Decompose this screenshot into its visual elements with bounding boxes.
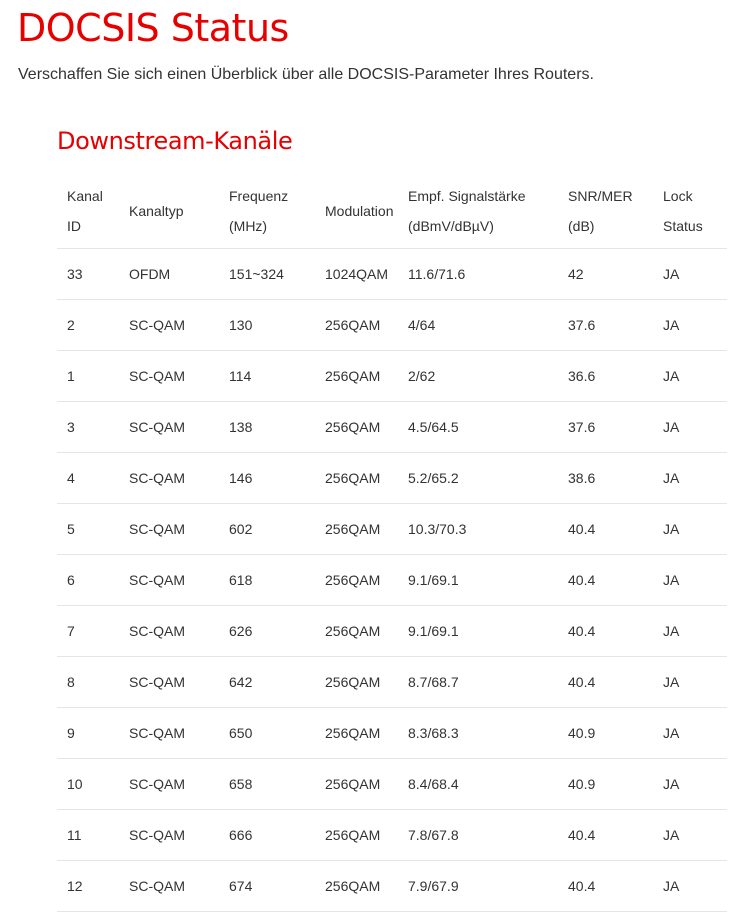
column-header-line: SNR/MER <box>568 187 633 204</box>
cell-kanaltyp: SC-QAM <box>119 606 219 657</box>
cell-modulation: 256QAM <box>315 453 398 504</box>
cell-modulation: 256QAM <box>315 300 398 351</box>
cell-frequenz: 642 <box>219 657 315 708</box>
cell-modulation: 256QAM <box>315 504 398 555</box>
cell-lock-status: JA <box>653 861 727 912</box>
cell-frequenz: 650 <box>219 708 315 759</box>
cell-lock-status: JA <box>653 249 727 300</box>
cell-frequenz: 130 <box>219 300 315 351</box>
cell-kanal-id: 9 <box>57 708 119 759</box>
table-row <box>57 504 727 555</box>
cell-snr-mer: 37.6 <box>558 300 653 351</box>
cell-signalstaerke: 7.8/67.8 <box>398 810 558 861</box>
cell-frequenz: 618 <box>219 555 315 606</box>
table-row <box>57 861 727 912</box>
cell-modulation: 256QAM <box>315 759 398 810</box>
cell-modulation: 256QAM <box>315 606 398 657</box>
cell-snr-mer: 40.4 <box>558 555 653 606</box>
column-header-line: (MHz) <box>229 217 268 234</box>
cell-kanal-id: 4 <box>57 453 119 504</box>
cell-kanaltyp: SC-QAM <box>119 657 219 708</box>
table-row <box>57 759 727 810</box>
column-header-line: Modulation <box>325 202 394 219</box>
column-header-lock-status <box>653 173 727 249</box>
cell-frequenz: 674 <box>219 861 315 912</box>
cell-lock-status: JA <box>653 453 727 504</box>
cell-modulation: 256QAM <box>315 810 398 861</box>
cell-kanaltyp: SC-QAM <box>119 861 219 912</box>
table-row <box>57 657 727 708</box>
cell-signalstaerke: 10.3/70.3 <box>398 504 558 555</box>
column-header-line: ID <box>67 217 81 234</box>
cell-kanal-id: 2 <box>57 300 119 351</box>
cell-kanal-id: 33 <box>57 249 119 300</box>
column-header-line: Kanaltyp <box>129 202 184 219</box>
column-header-kanaltyp <box>119 173 219 249</box>
table-row <box>57 810 727 861</box>
column-header-line: Frequenz <box>229 187 289 204</box>
downstream-channels-table <box>57 173 727 912</box>
column-header-modulation <box>315 173 398 249</box>
table-header-row <box>57 173 727 249</box>
column-header-snr-mer <box>558 173 653 249</box>
cell-kanal-id: 3 <box>57 402 119 453</box>
cell-lock-status: JA <box>653 504 727 555</box>
cell-kanal-id: 10 <box>57 759 119 810</box>
cell-kanaltyp: SC-QAM <box>119 402 219 453</box>
cell-kanal-id: 12 <box>57 861 119 912</box>
page-title: DOCSIS Status <box>17 6 289 50</box>
table-header <box>57 173 727 249</box>
table-row <box>57 300 727 351</box>
cell-signalstaerke: 2/62 <box>398 351 558 402</box>
cell-kanal-id: 7 <box>57 606 119 657</box>
cell-snr-mer: 40.9 <box>558 759 653 810</box>
cell-snr-mer: 40.4 <box>558 810 653 861</box>
cell-frequenz: 146 <box>219 453 315 504</box>
column-header-line: Empf. Signalstärke <box>408 187 526 204</box>
cell-signalstaerke: 9.1/69.1 <box>398 555 558 606</box>
cell-lock-status: JA <box>653 810 727 861</box>
cell-lock-status: JA <box>653 402 727 453</box>
column-header-signalstaerke <box>398 173 558 249</box>
cell-kanaltyp: SC-QAM <box>119 504 219 555</box>
cell-lock-status: JA <box>653 708 727 759</box>
column-header-kanal-id <box>57 173 119 249</box>
page-subtitle: Verschaffen Sie sich einen Überblick über alle DOCSIS-Parameter Ihres Routers. <box>18 66 594 83</box>
cell-kanaltyp: SC-QAM <box>119 555 219 606</box>
cell-signalstaerke: 9.1/69.1 <box>398 606 558 657</box>
cell-signalstaerke: 4/64 <box>398 300 558 351</box>
cell-signalstaerke: 8.3/68.3 <box>398 708 558 759</box>
cell-frequenz: 602 <box>219 504 315 555</box>
cell-snr-mer: 36.6 <box>558 351 653 402</box>
cell-frequenz: 114 <box>219 351 315 402</box>
cell-kanal-id: 5 <box>57 504 119 555</box>
cell-lock-status: JA <box>653 555 727 606</box>
cell-modulation: 256QAM <box>315 657 398 708</box>
cell-lock-status: JA <box>653 300 727 351</box>
cell-kanal-id: 6 <box>57 555 119 606</box>
cell-kanaltyp: OFDM <box>119 249 219 300</box>
cell-modulation: 256QAM <box>315 351 398 402</box>
column-header-line: (dB) <box>568 217 595 234</box>
cell-modulation: 256QAM <box>315 708 398 759</box>
cell-snr-mer: 37.6 <box>558 402 653 453</box>
cell-snr-mer: 40.4 <box>558 504 653 555</box>
cell-kanal-id: 11 <box>57 810 119 861</box>
cell-frequenz: 626 <box>219 606 315 657</box>
cell-snr-mer: 42 <box>558 249 653 300</box>
column-header-line: Lock <box>663 187 693 204</box>
cell-kanaltyp: SC-QAM <box>119 810 219 861</box>
table-row <box>57 606 727 657</box>
cell-modulation: 256QAM <box>315 861 398 912</box>
cell-signalstaerke: 5.2/65.2 <box>398 453 558 504</box>
table-body <box>57 249 727 912</box>
downstream-section-title: Downstream-Kanäle <box>57 127 293 155</box>
column-header-line: (dBmV/dBµV) <box>408 217 494 234</box>
cell-snr-mer: 40.4 <box>558 657 653 708</box>
cell-modulation: 256QAM <box>315 555 398 606</box>
cell-signalstaerke: 8.7/68.7 <box>398 657 558 708</box>
cell-kanaltyp: SC-QAM <box>119 759 219 810</box>
table-row <box>57 351 727 402</box>
cell-modulation: 256QAM <box>315 402 398 453</box>
cell-kanal-id: 1 <box>57 351 119 402</box>
cell-signalstaerke: 8.4/68.4 <box>398 759 558 810</box>
cell-snr-mer: 38.6 <box>558 453 653 504</box>
cell-signalstaerke: 11.6/71.6 <box>398 249 558 300</box>
column-header-line: Status <box>663 217 703 234</box>
table-row <box>57 249 727 300</box>
cell-signalstaerke: 7.9/67.9 <box>398 861 558 912</box>
cell-frequenz: 151~324 <box>219 249 315 300</box>
cell-snr-mer: 40.9 <box>558 708 653 759</box>
cell-kanaltyp: SC-QAM <box>119 300 219 351</box>
table-row <box>57 453 727 504</box>
column-header-line: Kanal <box>67 187 103 204</box>
cell-lock-status: JA <box>653 606 727 657</box>
cell-signalstaerke: 4.5/64.5 <box>398 402 558 453</box>
cell-frequenz: 666 <box>219 810 315 861</box>
cell-kanaltyp: SC-QAM <box>119 453 219 504</box>
cell-frequenz: 138 <box>219 402 315 453</box>
cell-snr-mer: 40.4 <box>558 861 653 912</box>
table-row <box>57 708 727 759</box>
column-header-frequenz <box>219 173 315 249</box>
downstream-table-container <box>57 173 727 912</box>
cell-kanaltyp: SC-QAM <box>119 351 219 402</box>
table-row <box>57 402 727 453</box>
cell-kanaltyp: SC-QAM <box>119 708 219 759</box>
cell-frequenz: 658 <box>219 759 315 810</box>
cell-lock-status: JA <box>653 657 727 708</box>
cell-lock-status: JA <box>653 351 727 402</box>
cell-modulation: 1024QAM <box>315 249 398 300</box>
cell-kanal-id: 8 <box>57 657 119 708</box>
table-row <box>57 555 727 606</box>
cell-snr-mer: 40.4 <box>558 606 653 657</box>
cell-lock-status: JA <box>653 759 727 810</box>
